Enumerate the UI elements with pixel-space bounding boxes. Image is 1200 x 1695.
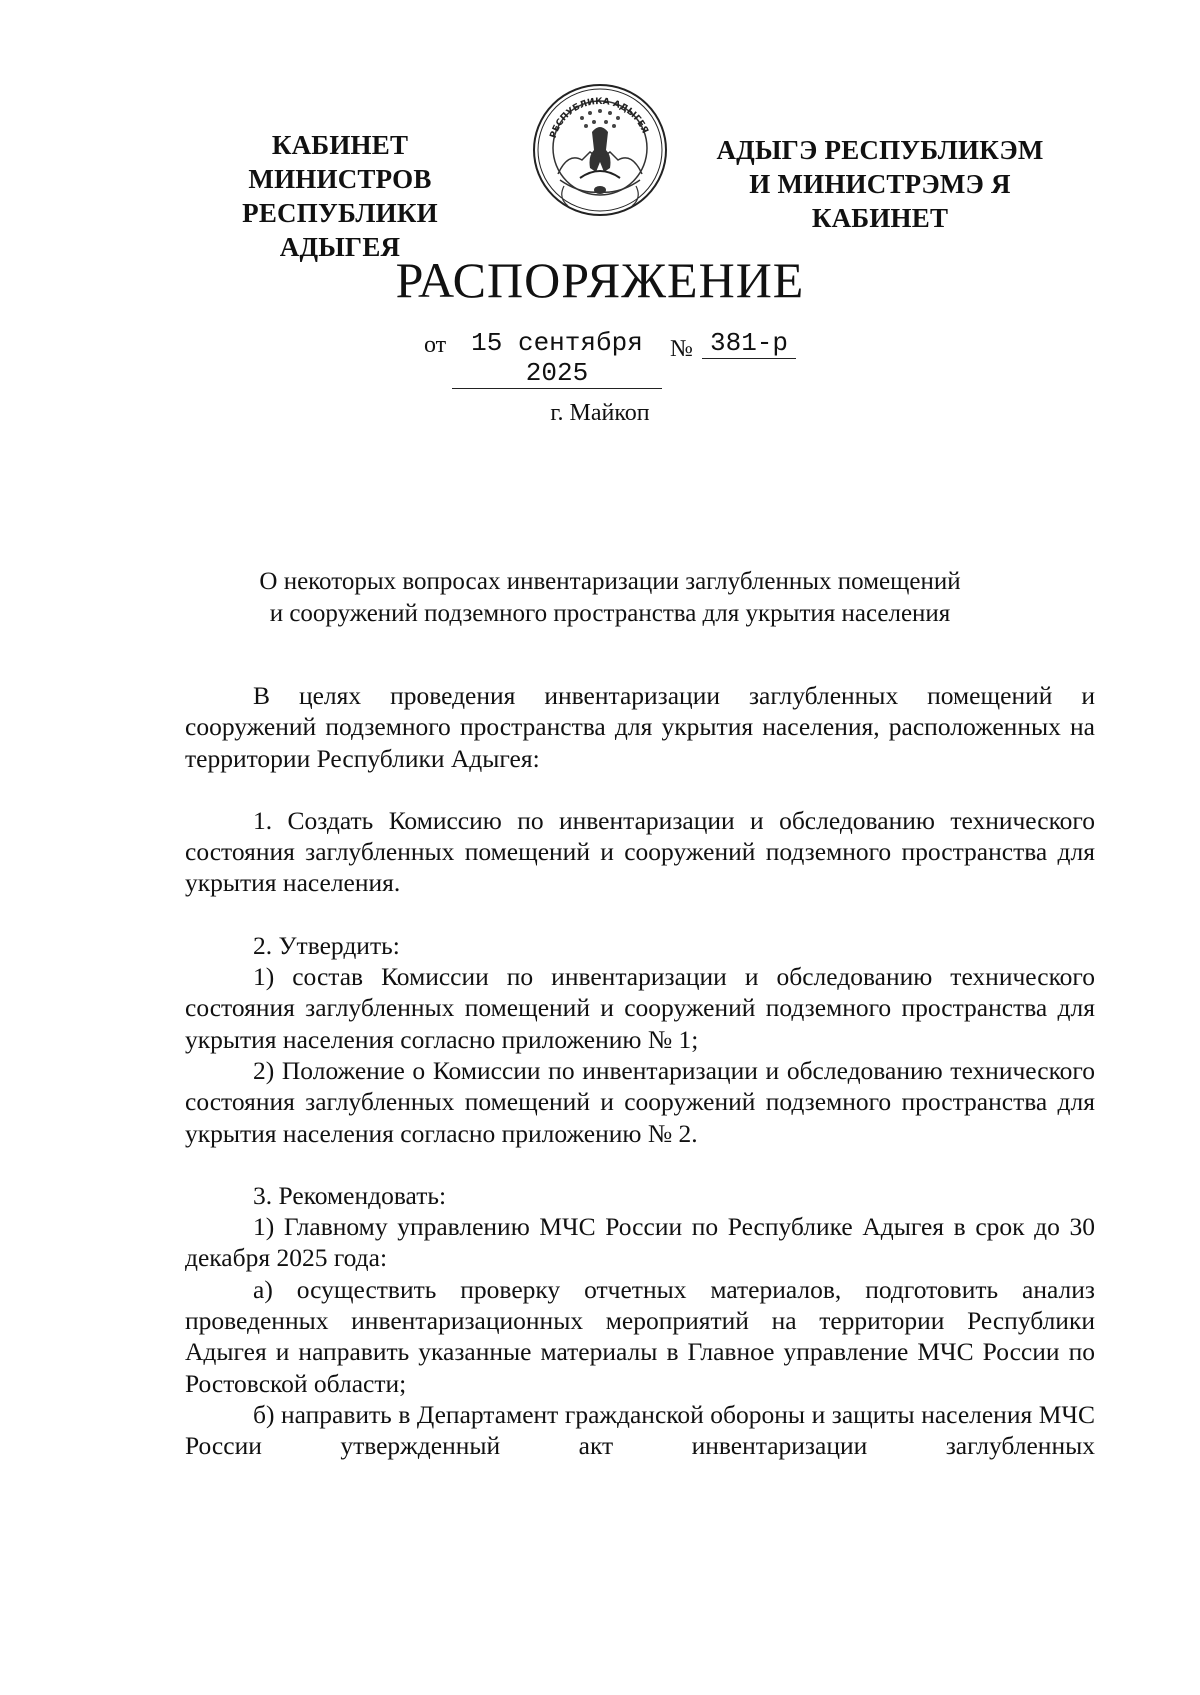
paragraph-3-item-1-a: а) осуществить проверку отчетных материалов, подготовить анализ проведенных инвентаризационных мероприятий на территории Республики Адыгея и направить указанные материалы в Главное управление МЧС России по Ростовской области; bbox=[185, 1274, 1095, 1398]
place-of-issue: г. Майкоп bbox=[550, 400, 650, 426]
date-value: 15 сентября 2025 bbox=[452, 328, 662, 389]
issuer-adyghe-line-1: АДЫГЭ РЕСПУБЛИКЭМ bbox=[716, 135, 1044, 165]
subject-line-1: О некоторых вопросах инвентаризации заглубленных помещений bbox=[259, 568, 961, 595]
date-label: от bbox=[424, 332, 447, 358]
coat-of-arms-emblem-icon bbox=[530, 82, 670, 218]
issuer-name-adyghe bbox=[680, 133, 1080, 235]
document-subject bbox=[180, 566, 1040, 630]
svg-text:РЕСПУБЛИКА АДЫГЕЯ: РЕСПУБЛИКА АДЫГЕЯ bbox=[548, 96, 650, 140]
paragraph-1: 1. Создать Комиссию по инвентаризации и обследованию технического состояния заглубленных помещений и сооружений подземного пространства для укрытия населения. bbox=[185, 805, 1095, 898]
paragraph-2-item-1: 1) состав Комиссии по инвентаризации и обследованию технического состояния заглубленных помещений и сооружений подземного пространства для укрытия населения согласно приложению № 1; bbox=[185, 962, 1095, 1054]
paragraph-3-heading: 3. Рекомендовать: bbox=[253, 1180, 447, 1210]
document-body bbox=[185, 680, 1095, 1462]
subject-line-2: и сооружений подземного пространства для укрытия населения bbox=[269, 600, 951, 627]
paragraph-intro: В целях проведения инвентаризации заглубленных помещений и сооружений подземного пространства для укрытия населения, расположенных на территории Республики Адыгея: bbox=[185, 681, 1095, 773]
document-title: РАСПОРЯЖЕНИЕ bbox=[395, 252, 805, 308]
issuer-adyghe-line-2: И МИНИСТРЭМЭ Я КАБИНЕТ bbox=[749, 169, 1011, 233]
paragraph-2-item-2: 2) Положение о Комиссии по инвентаризации и обследованию технического состояния заглубленных помещений и сооружений подземного пространства для укрытия населения согласно приложению № 2. bbox=[185, 1055, 1095, 1148]
number-label: № bbox=[670, 336, 693, 362]
issuer-line-1: КАБИНЕТ МИНИСТРОВ bbox=[248, 130, 432, 194]
issuer-line-2: РЕСПУБЛИКИ АДЫГЕЯ bbox=[242, 198, 438, 262]
paragraph-3-item-1: 1) Главному управлению МЧС России по Республике Адыгея в срок до 30 декабря 2025 года: bbox=[185, 1212, 1095, 1273]
paragraph-3-item-1-b: б) направить в Департамент гражданской обороны и защиты населения МЧС России утвержденный акт инвентаризации заглубленных bbox=[185, 1399, 1095, 1461]
number-value: 381-р bbox=[702, 328, 796, 359]
paragraph-2-heading: 2. Утвердить: bbox=[253, 930, 400, 960]
issuer-name-russian bbox=[180, 128, 500, 264]
